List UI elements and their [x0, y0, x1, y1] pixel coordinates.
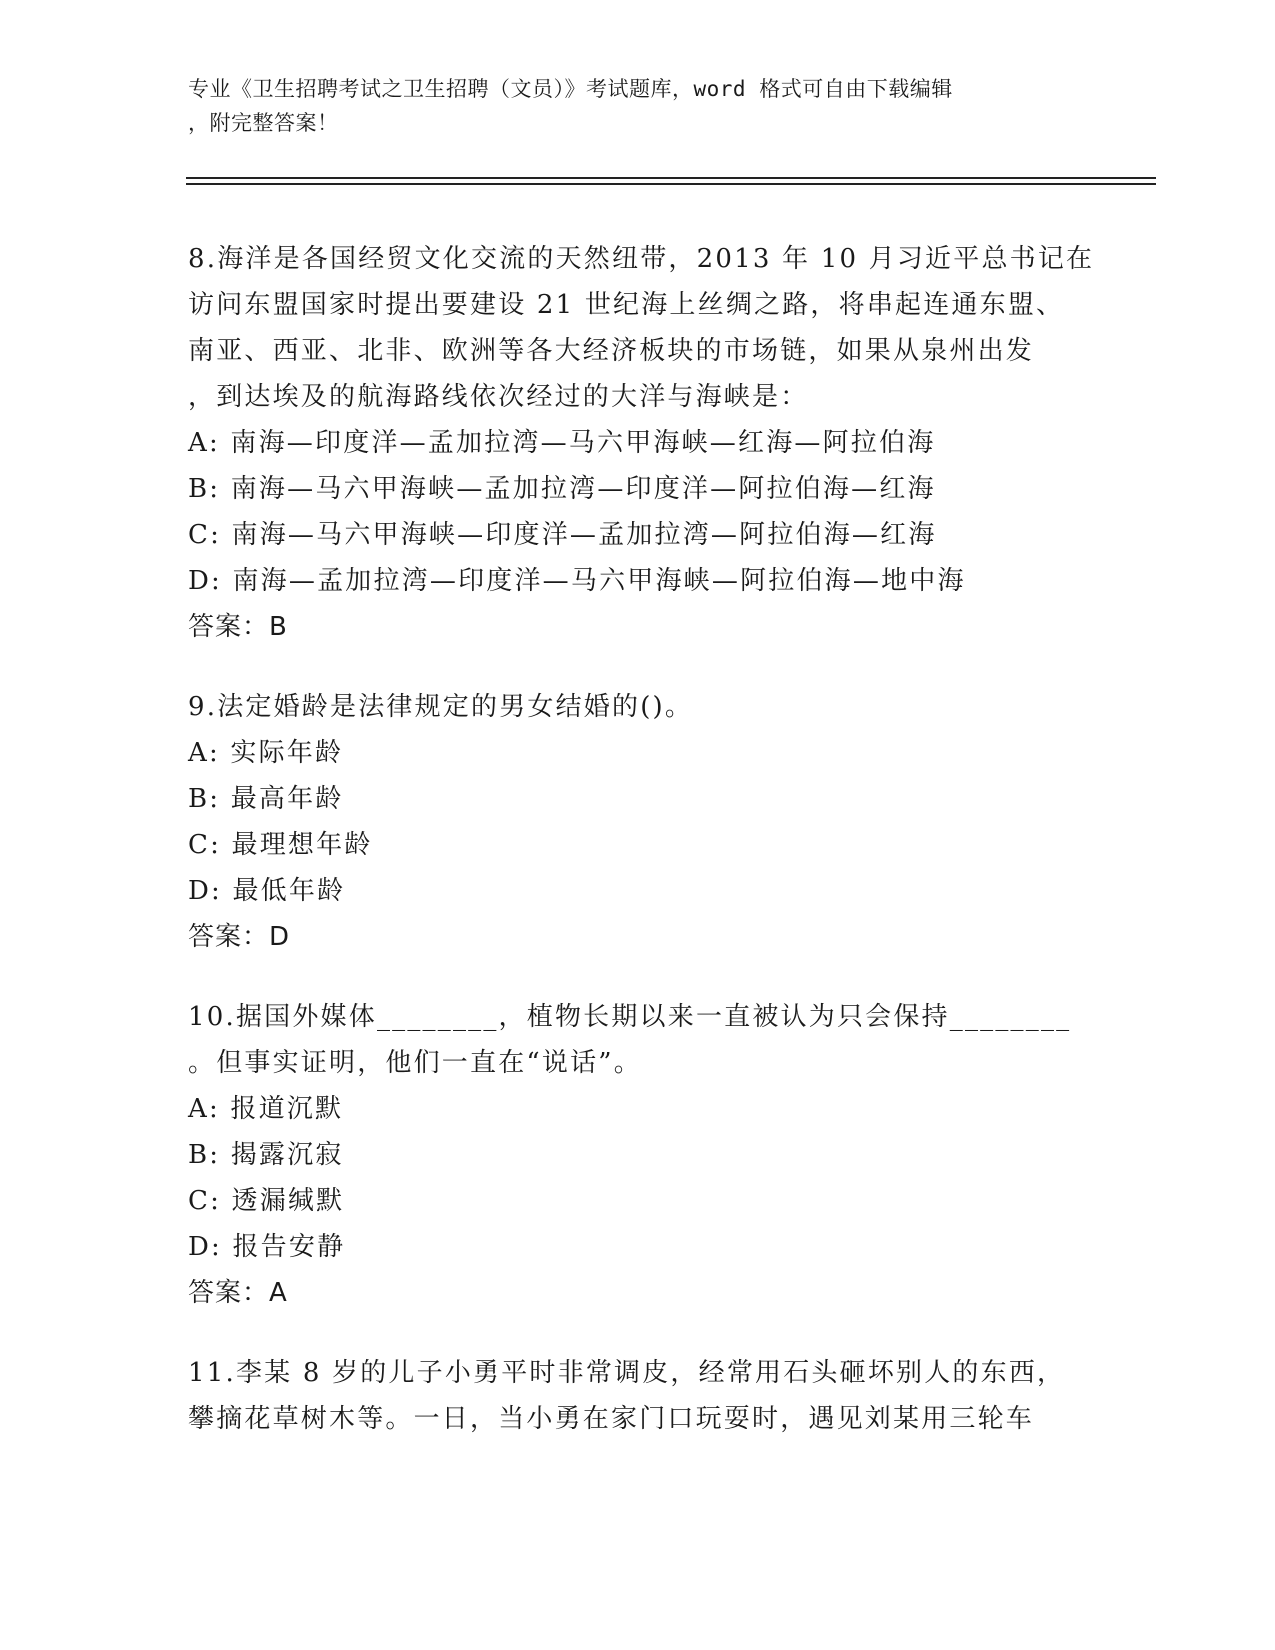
header-line-2: ，附完整答案！ — [188, 111, 339, 135]
answer-option: B: 南海—马六甲海峡—孟加拉湾—印度洋—阿拉伯海—红海 — [188, 474, 936, 504]
answer-option: B: 最高年龄 — [188, 784, 344, 814]
question-block — [188, 684, 1088, 960]
answer-option: C: 最理想年龄 — [188, 830, 373, 860]
question-text-line: 南亚、西亚、北非、欧洲等各大经济板块的市场链，如果从泉州出发 — [188, 336, 1035, 366]
answer-option: D: 最低年龄 — [188, 876, 346, 906]
answer-option: A: 实际年龄 — [188, 738, 344, 768]
header-divider-bottom — [186, 183, 1156, 185]
header-line-1: 专业《卫生招聘考试之卫生招聘（文员）》考试题库，word 格式可自由下载编辑 — [188, 77, 953, 101]
question-block — [188, 236, 1095, 650]
question-text-line: 9.法定婚龄是法律规定的男女结婚的()。 — [188, 692, 694, 722]
answer-option: D: 报告安静 — [188, 1232, 346, 1262]
answer-key: 答案：A — [188, 1278, 288, 1308]
answer-option: C: 南海—马六甲海峡—印度洋—孟加拉湾—阿拉伯海—红海 — [188, 520, 937, 550]
answer-option: C: 透漏缄默 — [188, 1186, 345, 1216]
question-text-line: 。但事实证明，他们一直在“说话”。 — [188, 1048, 642, 1078]
question-block — [188, 994, 1088, 1316]
question-text-line: 10.据国外媒体________，植物长期以来一直被认为只会保持________ — [188, 1002, 1072, 1032]
question-text-line: 攀摘花草树木等。一日，当小勇在家门口玩耍时，遇见刘某用三轮车 — [188, 1404, 1035, 1434]
answer-key: 答案：D — [188, 922, 291, 952]
question-text-line: 11.李某 8 岁的儿子小勇平时非常调皮，经常用石头砸坏别人的东西， — [188, 1358, 1066, 1388]
answer-option: B: 揭露沉寂 — [188, 1140, 344, 1170]
question-text-line: ，到达埃及的航海路线依次经过的大洋与海峡是： — [188, 382, 809, 412]
question-list — [188, 236, 1095, 1476]
answer-option: A: 南海—印度洋—孟加拉湾—马六甲海峡—红海—阿拉伯海 — [188, 428, 936, 458]
question-text-line: 8.海洋是各国经贸文化交流的天然纽带，2013 年 10 月习近平总书记在 — [188, 244, 1095, 274]
answer-key: 答案：B — [188, 612, 288, 642]
question-text-line: 访问东盟国家时提出要建设 21 世纪海上丝绸之路，将串起连通东盟、 — [188, 290, 1065, 320]
question-block — [188, 1350, 1088, 1442]
answer-option: A: 报道沉默 — [188, 1094, 344, 1124]
answer-option: D: 南海—孟加拉湾—印度洋—马六甲海峡—阿拉伯海—地中海 — [188, 566, 966, 596]
header-divider-top — [186, 177, 1156, 179]
document-header — [188, 72, 1088, 140]
